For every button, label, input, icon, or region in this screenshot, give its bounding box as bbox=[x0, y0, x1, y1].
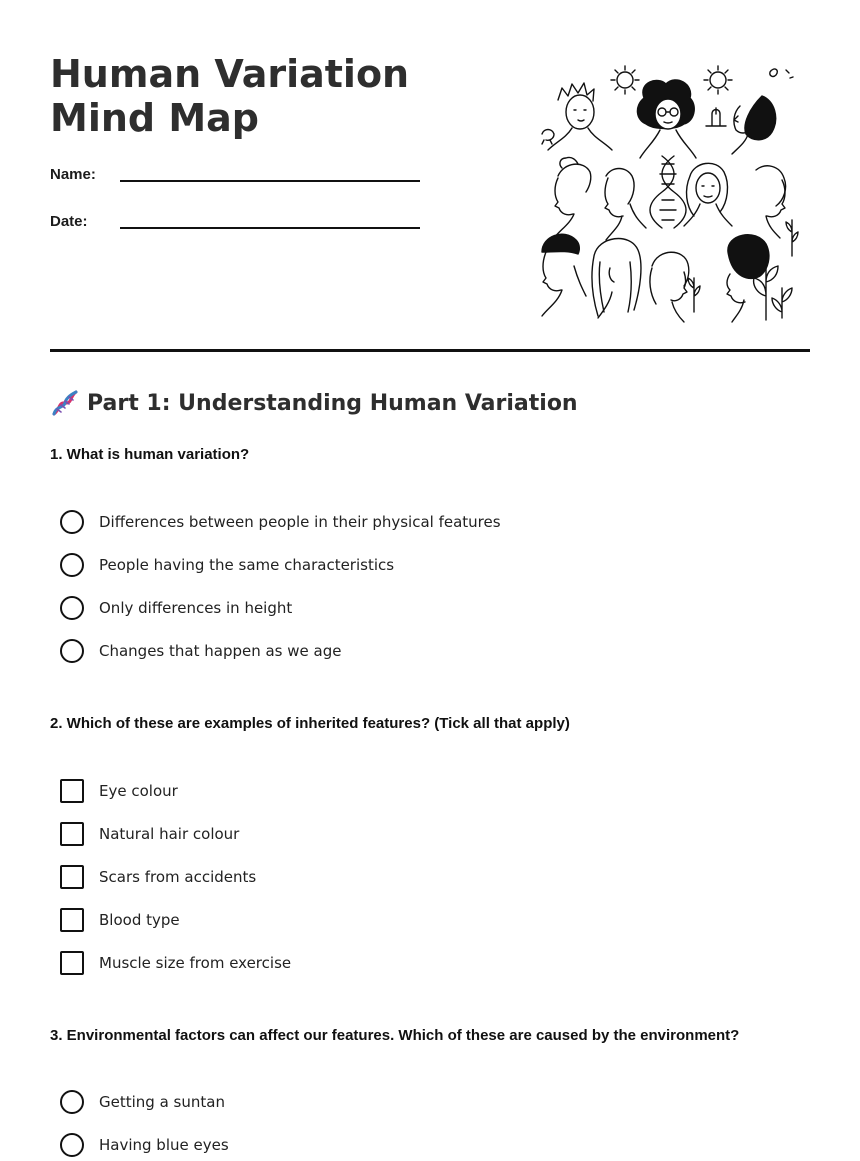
date-field[interactable] bbox=[50, 213, 430, 243]
section-divider bbox=[50, 349, 810, 352]
option-label: Differences between people in their physical features bbox=[99, 513, 501, 531]
person-icon bbox=[637, 80, 696, 158]
person-icon bbox=[732, 96, 776, 154]
part1-heading-text: Part 1: Understanding Human Variation bbox=[87, 390, 578, 416]
sun-icon bbox=[611, 66, 639, 94]
page-title: Human Variation Mind Map bbox=[50, 52, 410, 140]
q1-option-4[interactable] bbox=[60, 638, 341, 664]
option-label: Natural hair colour bbox=[99, 825, 240, 843]
checkbox[interactable] bbox=[60, 908, 84, 932]
question-3: 3. Environmental factors can affect our features. Which of these are caused by the environment? bbox=[50, 1027, 740, 1044]
name-field[interactable] bbox=[50, 166, 430, 196]
person-icon bbox=[605, 169, 646, 241]
radio-button[interactable] bbox=[60, 639, 84, 663]
human-diversity-illustration bbox=[534, 56, 810, 324]
checkbox[interactable] bbox=[60, 822, 84, 846]
option-label: Eye colour bbox=[99, 782, 178, 800]
option-label: Changes that happen as we age bbox=[99, 642, 342, 660]
sun-icon bbox=[704, 66, 732, 94]
checkbox[interactable] bbox=[60, 951, 84, 975]
q1-option-1[interactable] bbox=[60, 509, 501, 535]
lab-coat-icon bbox=[706, 108, 726, 126]
q3-option-1[interactable] bbox=[60, 1089, 225, 1115]
radio-button[interactable] bbox=[60, 510, 84, 534]
q2-option-5[interactable] bbox=[60, 950, 291, 976]
dna-helix-icon bbox=[650, 156, 686, 228]
option-label: People having the same characteristics bbox=[99, 556, 395, 574]
person-icon bbox=[727, 235, 769, 322]
radio-button[interactable] bbox=[60, 553, 84, 577]
option-label: Having blue eyes bbox=[99, 1136, 229, 1154]
date-write-line[interactable] bbox=[120, 227, 420, 229]
person-icon bbox=[756, 166, 786, 238]
dna-icon bbox=[50, 388, 80, 418]
leaf-doodle-icon bbox=[770, 69, 793, 78]
person-icon bbox=[542, 234, 586, 316]
q2-option-2[interactable] bbox=[60, 821, 239, 847]
option-label: Scars from accidents bbox=[99, 868, 257, 886]
person-icon bbox=[592, 239, 641, 318]
checkbox[interactable] bbox=[60, 865, 84, 889]
person-icon bbox=[684, 163, 732, 226]
person-icon bbox=[548, 83, 612, 150]
question-2: 2. Which of these are examples of inherited features? (Tick all that apply) bbox=[50, 715, 570, 732]
q1-option-2[interactable] bbox=[60, 552, 394, 578]
worksheet-page bbox=[50, 0, 810, 1161]
option-label: Muscle size from exercise bbox=[99, 954, 292, 972]
date-label: Date: bbox=[50, 213, 88, 230]
part1-heading bbox=[50, 388, 578, 418]
option-label: Blood type bbox=[99, 911, 180, 929]
option-label: Only differences in height bbox=[99, 599, 293, 617]
option-label: Getting a suntan bbox=[99, 1093, 225, 1111]
q1-option-3[interactable] bbox=[60, 595, 292, 621]
person-icon bbox=[650, 252, 689, 322]
question-1: 1. What is human variation? bbox=[50, 446, 250, 463]
microbe-doodle-icon bbox=[542, 130, 554, 145]
radio-button[interactable] bbox=[60, 1133, 84, 1157]
radio-button[interactable] bbox=[60, 1090, 84, 1114]
person-icon bbox=[554, 157, 591, 238]
q2-option-4[interactable] bbox=[60, 907, 180, 933]
name-label: Name: bbox=[50, 166, 96, 183]
checkbox[interactable] bbox=[60, 779, 84, 803]
q3-option-2[interactable] bbox=[60, 1132, 229, 1158]
q2-option-3[interactable] bbox=[60, 864, 256, 890]
name-write-line[interactable] bbox=[120, 180, 420, 182]
q2-option-1[interactable] bbox=[60, 778, 178, 804]
radio-button[interactable] bbox=[60, 596, 84, 620]
